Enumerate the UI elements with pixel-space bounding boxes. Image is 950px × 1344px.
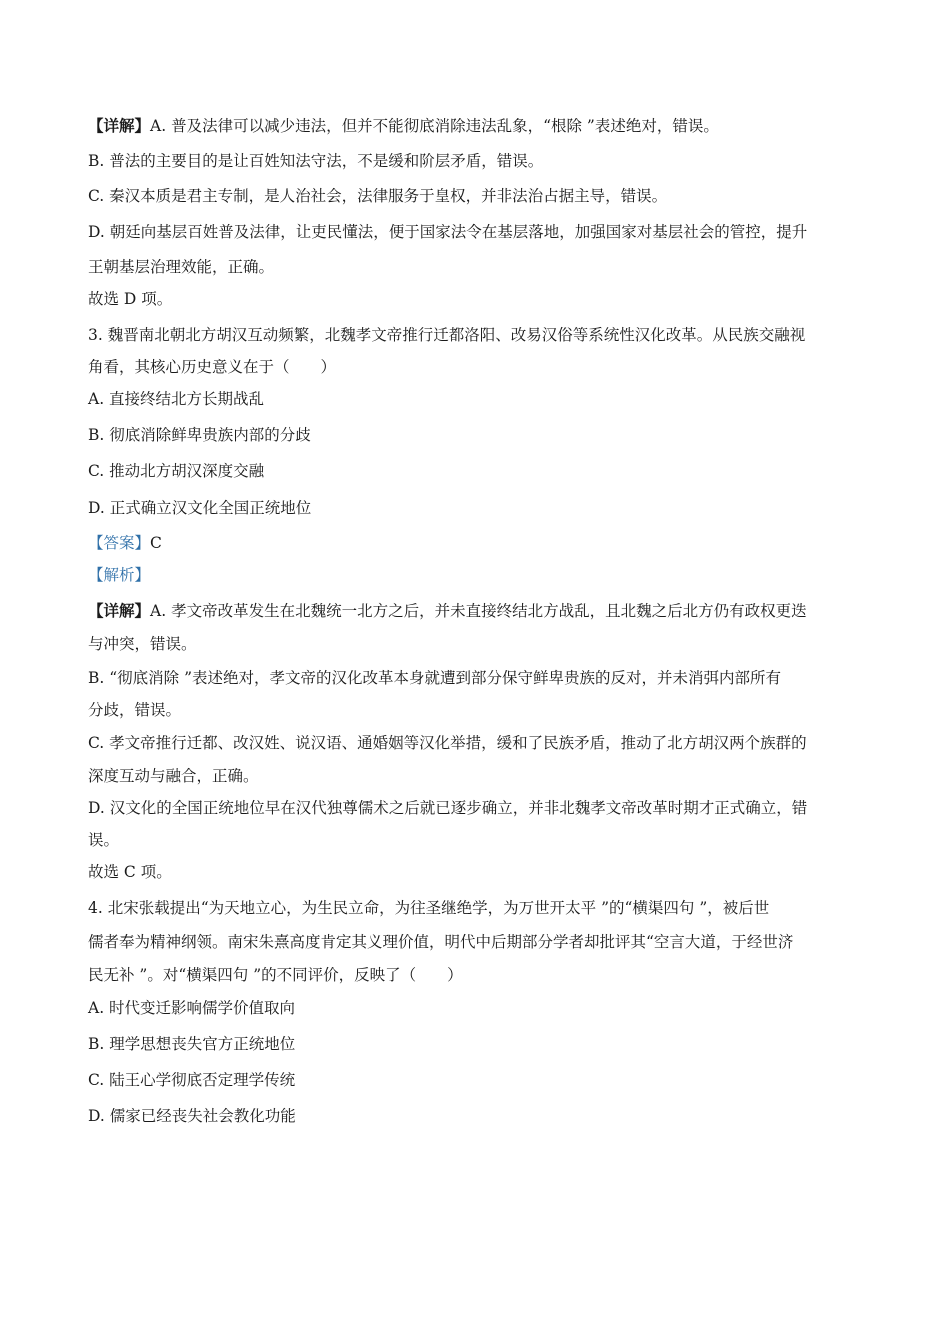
q4-stem-line-1: 4. 北宋张载提出“为天地立心，为生民立命，为往圣继绝学，为万世开太平 ”的“横渠四句 ”，被后世 (88, 899, 770, 917)
q2-explanation-line-b: B. 普法的主要目的是让百姓知法守法，不是缓和阶层矛盾，错误。 (88, 152, 544, 170)
q3-conclusion: 故选 C 项。 (88, 863, 172, 881)
q4-stem-line-2: 儒者奉为精神纲领。南宋朱熹高度肯定其义理价值，明代中后期部分学者却批评其“空言大道，于经世济 (88, 933, 794, 951)
answer-tag: 【答案】 (88, 534, 151, 552)
q3-explanation-line-c: C. 孝文帝推行迁都、改汉姓、说汉语、通婚姻等汉化举措，缓和了民族矛盾，推动了北方胡汉两个族群的 (88, 734, 807, 752)
q3-explanation-line-b-cont: 分歧，错误。 (88, 701, 182, 719)
q3-analysis-tag: 【解析】 (88, 566, 151, 584)
answer-value: C (150, 534, 162, 552)
q3-option-c: C. 推动北方胡汉深度交融 (88, 462, 265, 480)
q2-explanation-line-c: C. 秦汉本质是君主专制，是人治社会，法律服务于皇权，并非法治占据主导，错误。 (88, 187, 668, 205)
q2-explanation-line-d-cont: 王朝基层治理效能，正确。 (88, 258, 275, 276)
q3-option-b: B. 彻底消除鲜卑贵族内部的分歧 (88, 426, 311, 444)
q2-explanation-line-d: D. 朝廷向基层百姓普及法律，让吏民懂法，便于国家法令在基层落地，加强国家对基层社会的管控，提升 (88, 223, 808, 241)
q2-conclusion: 故选 D 项。 (88, 290, 173, 308)
detail-tag: 【详解】 (88, 116, 151, 135)
q4-stem-line-3: 民无补 ”。对“横渠四句 ”的不同评价，反映了（ ） (88, 966, 463, 984)
q4-option-b: B. 理学思想丧失官方正统地位 (88, 1035, 296, 1053)
q3-stem-line-2: 角看，其核心历史意义在于（ ） (88, 358, 337, 376)
detail-tag: 【详解】 (88, 601, 151, 620)
q3-explanation-line-d-cont: 误。 (88, 831, 120, 849)
q3-option-d: D. 正式确立汉文化全国正统地位 (88, 499, 312, 517)
q3-option-a: A. 直接终结北方长期战乱 (88, 390, 265, 408)
q3-explanation-line-b: B. “彻底消除 ”表述绝对，孝文帝的汉化改革本身就遭到部分保守鲜卑贵族的反对，并未消弭内部所有 (88, 669, 782, 687)
q3-explanation-line-a: 【详解】A. 孝文帝改革发生在北魏统一北方之后，并未直接终结北方战乱，且北魏之后北方仍有政权更迭 (88, 601, 807, 620)
q3-answer (88, 533, 868, 553)
q4-option-c: C. 陆王心学彻底否定理学传统 (88, 1071, 296, 1089)
q3-explanation-line-c-cont: 深度互动与融合，正确。 (88, 767, 259, 785)
q3-stem-line-1: 3. 魏晋南北朝北方胡汉互动频繁，北魏孝文帝推行迁都洛阳、改易汉俗等系统性汉化改革。从民族交融视 (88, 326, 806, 344)
q3-explanation-line-d: D. 汉文化的全国正统地位早在汉代独尊儒术之后就已逐步确立，并非北魏孝文帝改革时期才正式确立，错 (88, 799, 808, 817)
q3-explanation-line-a-cont: 与冲突，错误。 (88, 635, 197, 653)
q4-option-a: A. 时代变迁影响儒学价值取向 (88, 999, 296, 1017)
q4-option-d: D. 儒家已经丧失社会教化功能 (88, 1107, 296, 1125)
q2-explanation-line-a: 【详解】A. 普及法律可以减少违法，但并不能彻底消除违法乱象，“根除 ”表述绝对，错误。 (88, 116, 719, 135)
